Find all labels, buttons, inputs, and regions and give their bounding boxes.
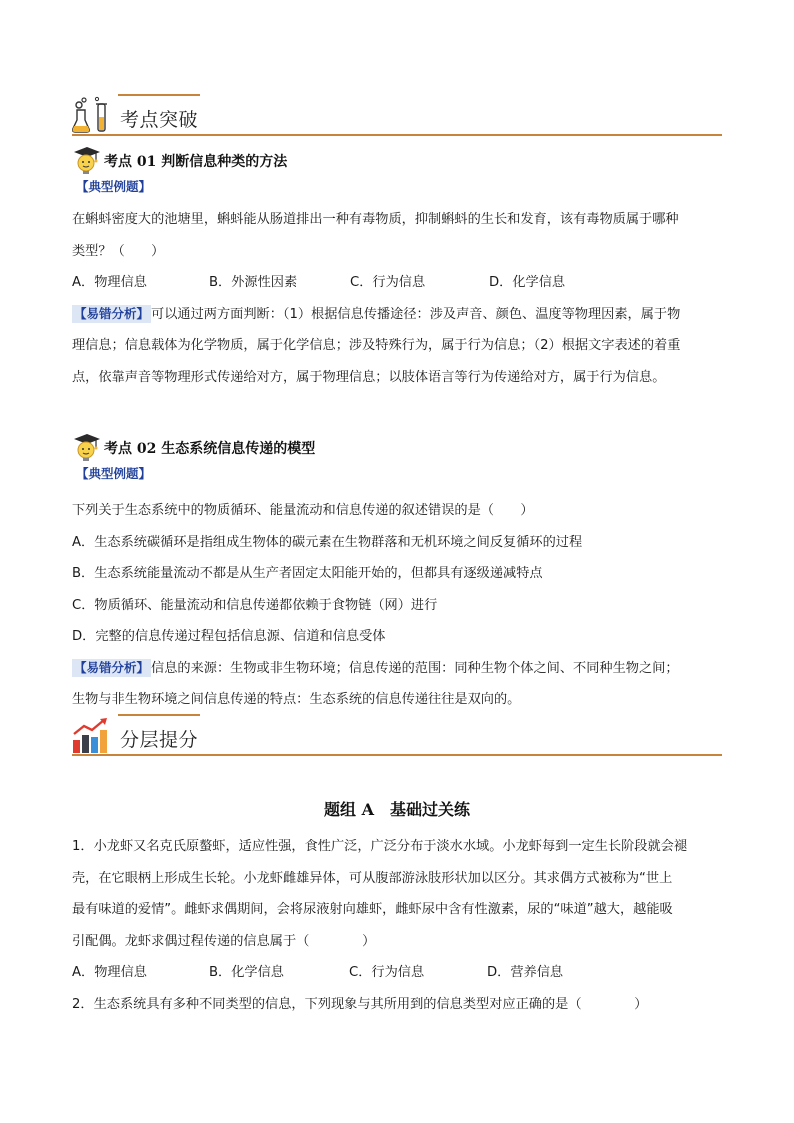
option-c: C．物质循环、能量流动和信息传递都依赖于食物链（网）进行 xyxy=(72,597,438,613)
options-row xyxy=(72,267,724,299)
question-1 xyxy=(72,831,724,1020)
option-c: C．行为信息 xyxy=(350,275,426,290)
option-a: A．物理信息 xyxy=(72,275,147,290)
question-line: 下列关于生态系统中的物质循环、能量流动和信息传递的叙述错误的是（ ） xyxy=(72,503,534,518)
section-header-fenceng xyxy=(72,714,722,756)
question-line: 壳，在它眼柄上形成生长轮。小龙虾雌雄异体，可从腹部游泳肢形状加以区分。其求偶方式被称为“世上 xyxy=(72,870,673,886)
kaodian-02-heading xyxy=(72,432,472,462)
analysis-text: 信息的来源：生物或非生物环境；信息传递的范围：同种生物个体之间、不同种生物之间； xyxy=(151,660,679,676)
option-a: A．物理信息 xyxy=(72,965,147,980)
question-line: 1．小龙虾又名克氏原螯虾，适应性强，食性广泛，广泛分布于淡水水域。小龙虾每到一定生长阶段就会褪 xyxy=(72,839,688,854)
analysis-tag: 【易错分析】 xyxy=(74,305,150,321)
kp2-question xyxy=(72,495,724,716)
example-tag: 【典型例题】 xyxy=(76,466,152,481)
kp1-question xyxy=(72,204,724,393)
analysis-line xyxy=(72,299,724,331)
kaodian-01-heading xyxy=(72,145,472,175)
option-b: B．化学信息 xyxy=(209,965,284,980)
header-top-rule xyxy=(118,714,200,716)
analysis-line: 点，依靠声音等物理形式传递给对方，属于物理信息；以肢体语言等行为传递给对方，属于行为信息。 xyxy=(72,369,666,385)
option-b: B．外源性因素 xyxy=(209,275,298,290)
kaodian-title: 考点 01 判断信息种类的方法 xyxy=(104,154,288,170)
graduate-bulb-icon xyxy=(72,145,102,175)
option-d: D．完整的信息传递过程包括信息源、信道和信息受体 xyxy=(72,629,386,644)
option-c: C．行为信息 xyxy=(349,965,425,980)
analysis-text: 可以通过两方面判断：（1）根据信息传播途径：涉及声音、颜色、温度等物理因素，属于物 xyxy=(151,306,681,322)
question-2: 2．生态系统具有多种不同类型的信息，下列现象与其所用到的信息类型对应正确的是（ ） xyxy=(72,996,648,1012)
lab-flask-icon xyxy=(72,96,112,134)
example-tag: 【典型例题】 xyxy=(76,179,152,194)
question-line: 类型？（ ） xyxy=(72,243,165,259)
analysis-tag: 【易错分析】 xyxy=(74,659,150,675)
option-b: B．生态系统能量流动不都是从生产者固定太阳能开始的，但都具有逐级递减特点 xyxy=(72,566,543,581)
question-line: 最有味道的爱情”。雌虾求偶期间，会将尿液射向雄虾，雌虾尿中含有性激素，尿的“味道”越大，越能吸 xyxy=(72,902,673,917)
header-underline xyxy=(72,754,722,756)
section-header-kaodian xyxy=(72,94,722,136)
growth-chart-icon xyxy=(72,718,110,754)
analysis-line xyxy=(72,653,724,685)
group-title: 题组 A 基础过关练 xyxy=(324,800,470,819)
question-line: 在蝌蚪密度大的池塘里，蝌蚪能从肠道排出一种有毒物质，抑制蝌蚪的生长和发育，该有毒物质属于哪种 xyxy=(72,212,679,227)
graduate-bulb-icon xyxy=(72,432,102,462)
kaodian-title: 考点 02 生态系统信息传递的模型 xyxy=(104,441,316,457)
options-row xyxy=(72,957,724,989)
option-d: D．化学信息 xyxy=(489,275,566,290)
option-d: D．营养信息 xyxy=(487,965,564,980)
header-top-rule xyxy=(118,94,200,96)
question-line: 引配偶。龙虾求偶过程传递的信息属于（ ） xyxy=(72,933,376,949)
header-underline xyxy=(72,134,722,136)
analysis-line: 生物与非生物环境之间信息传递的特点：生态系统的信息传递往往是双向的。 xyxy=(72,692,521,707)
option-a: A．生态系统碳循环是指组成生物体的碳元素在生物群落和无机环境之间反复循环的过程 xyxy=(72,534,583,550)
section-title: 考点突破 xyxy=(120,109,199,131)
section-title: 分层提分 xyxy=(120,729,199,751)
analysis-line: 理信息；信息载体为化学物质，属于化学信息；涉及特殊行为，属于行为信息；（2）根据文字表述的着重 xyxy=(72,338,681,353)
